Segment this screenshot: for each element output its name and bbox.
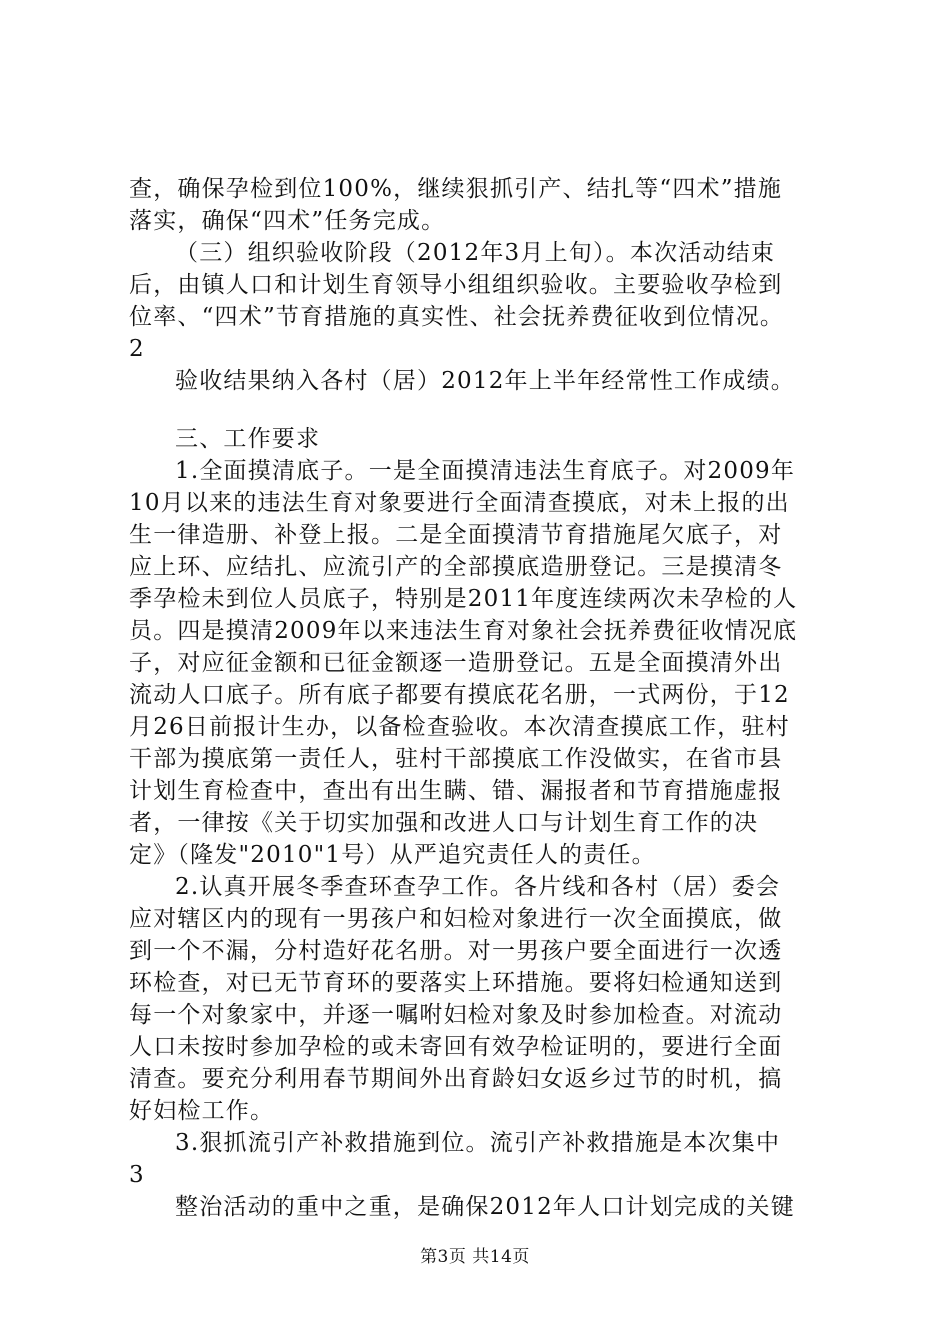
paragraph-line: 查，确保孕检到位100%，继续狠抓引产、结扎等“四术”措施 bbox=[129, 176, 783, 202]
paragraph-line: 应对辖区内的现有一男孩户和妇检对象进行一次全面摸底，做 bbox=[129, 906, 783, 932]
paragraph-line: 1.全面摸清底子。一是全面摸清违法生育底子。对2009年 bbox=[175, 458, 796, 484]
paragraph-line: 到一个不漏，分村造好花名册。对一男孩户要全面进行一次透 bbox=[129, 938, 783, 964]
page-marker: 3 bbox=[129, 1162, 145, 1188]
section-heading-requirements: 三、工作要求 bbox=[175, 426, 321, 452]
page-footer: 第3页 共14页 bbox=[420, 1247, 530, 1267]
paragraph-line: 生一律造册、补登上报。二是全面摸清节育措施尾欠底子，对 bbox=[129, 522, 783, 548]
paragraph-line: 干部为摸底第一责任人，驻村干部摸底工作没做实，在省市县 bbox=[129, 746, 783, 772]
paragraph-line: 2.认真开展冬季查环查孕工作。各片线和各村（居）委会 bbox=[175, 874, 781, 900]
paragraph-line: 人口未按时参加孕检的或未寄回有效孕检证明的，要进行全面 bbox=[129, 1034, 783, 1060]
page-marker: 2 bbox=[129, 336, 145, 362]
paragraph-line: 计划生育检查中，查出有出生瞒、错、漏报者和节育措施虚报 bbox=[129, 778, 783, 804]
paragraph-line: 整治活动的重中之重，是确保2012年人口计划完成的关键 bbox=[175, 1194, 795, 1220]
section-heading-acceptance: （三）组织验收阶段（2012年3月上旬）。本次活动结束 bbox=[175, 240, 776, 266]
paragraph-line: 落实，确保“四术”任务完成。 bbox=[129, 208, 446, 234]
paragraph-line: 每一个对象家中，并逐一嘱咐妇检对象及时参加检查。对流动 bbox=[129, 1002, 783, 1028]
document-body bbox=[129, 173, 835, 1223]
paragraph-line: 季孕检未到位人员底子，特别是2011年度连续两次未孕检的人 bbox=[129, 586, 798, 612]
paragraph-line: 流动人口底子。所有底子都要有摸底花名册，一式两份，于12 bbox=[129, 682, 790, 708]
paragraph-line: 子，对应征金额和已征金额逐一造册登记。五是全面摸清外出 bbox=[129, 650, 783, 676]
paragraph-line: 月26日前报计生办，以备检查验收。本次清查摸底工作，驻村 bbox=[129, 714, 790, 740]
paragraph-gap bbox=[129, 397, 835, 423]
paragraph-line: 应上环、应结扎、应流引产的全部摸底造册登记。三是摸清冬 bbox=[129, 554, 783, 580]
paragraph-line: 3.狠抓流引产补救措施到位。流引产补救措施是本次集中 bbox=[175, 1130, 781, 1156]
paragraph-line: 清查。要充分利用春节期间外出育龄妇女返乡过节的时机，搞 bbox=[129, 1066, 783, 1092]
paragraph-line: 定》（隆发"2010"1号）从严追究责任人的责任。 bbox=[129, 842, 656, 868]
paragraph-line: 位率、“四术”节育措施的真实性、社会抚养费征收到位情况。 bbox=[129, 304, 785, 330]
paragraph-line: 好妇检工作。 bbox=[129, 1098, 275, 1124]
paragraph-line: 者，一律按《关于切实加强和改进人口与计划生育工作的决 bbox=[129, 810, 759, 836]
paragraph-line: 10月以来的违法生育对象要进行全面清查摸底，对未上报的出 bbox=[129, 490, 790, 516]
paragraph-line: 环检查，对已无节育环的要落实上环措施。要将妇检通知送到 bbox=[129, 970, 783, 996]
paragraph-line: 验收结果纳入各村（居）2012年上半年经常性工作成绩。 bbox=[175, 368, 795, 394]
paragraph-line: 后，由镇人口和计划生育领导小组组织验收。主要验收孕检到 bbox=[129, 272, 783, 298]
paragraph-line: 员。四是摸清2009年以来违法生育对象社会抚养费征收情况底 bbox=[129, 618, 798, 644]
